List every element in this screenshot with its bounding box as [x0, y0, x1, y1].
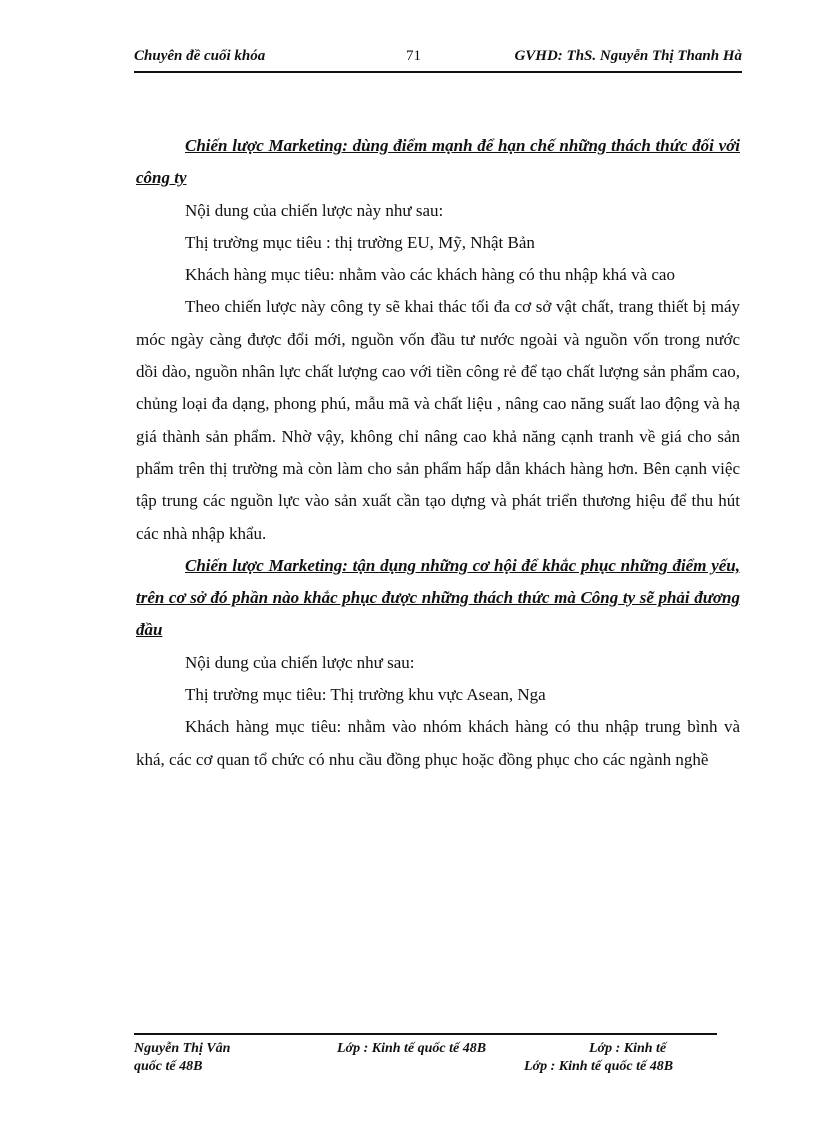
paragraph-content-intro-2: Nội dung của chiến lược như sau: — [185, 652, 415, 672]
footer-divider — [134, 1033, 717, 1035]
paragraph-target-market: Thị trường mục tiêu : thị trường EU, Mỹ, Nhật Bản — [185, 232, 535, 252]
paragraph-target-customers: Khách hàng mục tiêu: nhằm vào các khách hàng có thu nhập khá và cao — [185, 265, 675, 285]
section-heading-strengths: Chiến lược Marketing: dùng điểm mạnh để hạn chế những thách thức đối với công ty — [136, 136, 740, 188]
header-document-title: Chuyên đề cuối khóa — [134, 48, 266, 64]
footer-author: Nguyễn Thị Vân — [134, 1041, 231, 1056]
footer-class-repeat: Lớp : Kinh tế quốc tế 48B — [524, 1059, 674, 1074]
paragraph-target-customers-2: Khách hàng mục tiêu: nhằm vào nhóm khách hàng có thu nhập trung bình và khá, các cơ quan tổ chức có nhu cầu đồng phục hoặc đồng phục cho các ngành nghề — [136, 717, 740, 769]
header-supervisor: GVHD: ThS. Nguyễn Thị Thanh Hà — [514, 48, 742, 64]
section-heading-opportunities: Chiến lược Marketing: tận dụng những cơ hội để khắc phục những điểm yếu, trên cơ sở đó phần nào khắc phục được những thách thức mà Công ty sẽ phải đương đầu — [136, 555, 740, 640]
footer-class-part2: quốc tế 48B — [134, 1059, 203, 1074]
page-header — [134, 48, 742, 68]
footer-class: Lớp : Kinh tế quốc tế 48B — [337, 1041, 487, 1056]
footer-class-part1: Lớp : Kinh tế — [589, 1041, 667, 1056]
page-body — [136, 130, 740, 776]
header-page-number: 71 — [406, 48, 421, 64]
header-divider — [134, 71, 742, 73]
paragraph-content-intro: Nội dung của chiến lược này như sau: — [185, 200, 444, 220]
page-footer — [134, 1040, 717, 1080]
paragraph-target-market-2: Thị trường mục tiêu: Thị trường khu vực Asean, Nga — [185, 685, 546, 705]
paragraph-strategy-detail: Theo chiến lược này công ty sẽ khai thác tối đa cơ sở vật chất, trang thiết bị máy móc ngày càng được đổi mới, nguồn vốn đầu tư nước ngoài và nguồn vốn trong nước dồi dào, nguồn nhân lực chất lượng cao với tiền công rẻ để tạo chất lượng sản phẩm cao, chủng loại đa dạng, phong phú, mẫu mã và chất liệu , nâng cao năng suất lao động và hạ giá thành sản phẩm. Nhờ vậy, không chỉ nâng cao khả năng cạnh tranh về giá cho sản phẩm trên thị trường mà còn làm cho sản phẩm hấp dẫn khách hàng hơn. Bên cạnh việc tập trung các nguồn lực vào sản xuất cần tạo dựng và phát triển thương hiệu để thu hút các nhà nhập khẩu. — [136, 297, 740, 543]
